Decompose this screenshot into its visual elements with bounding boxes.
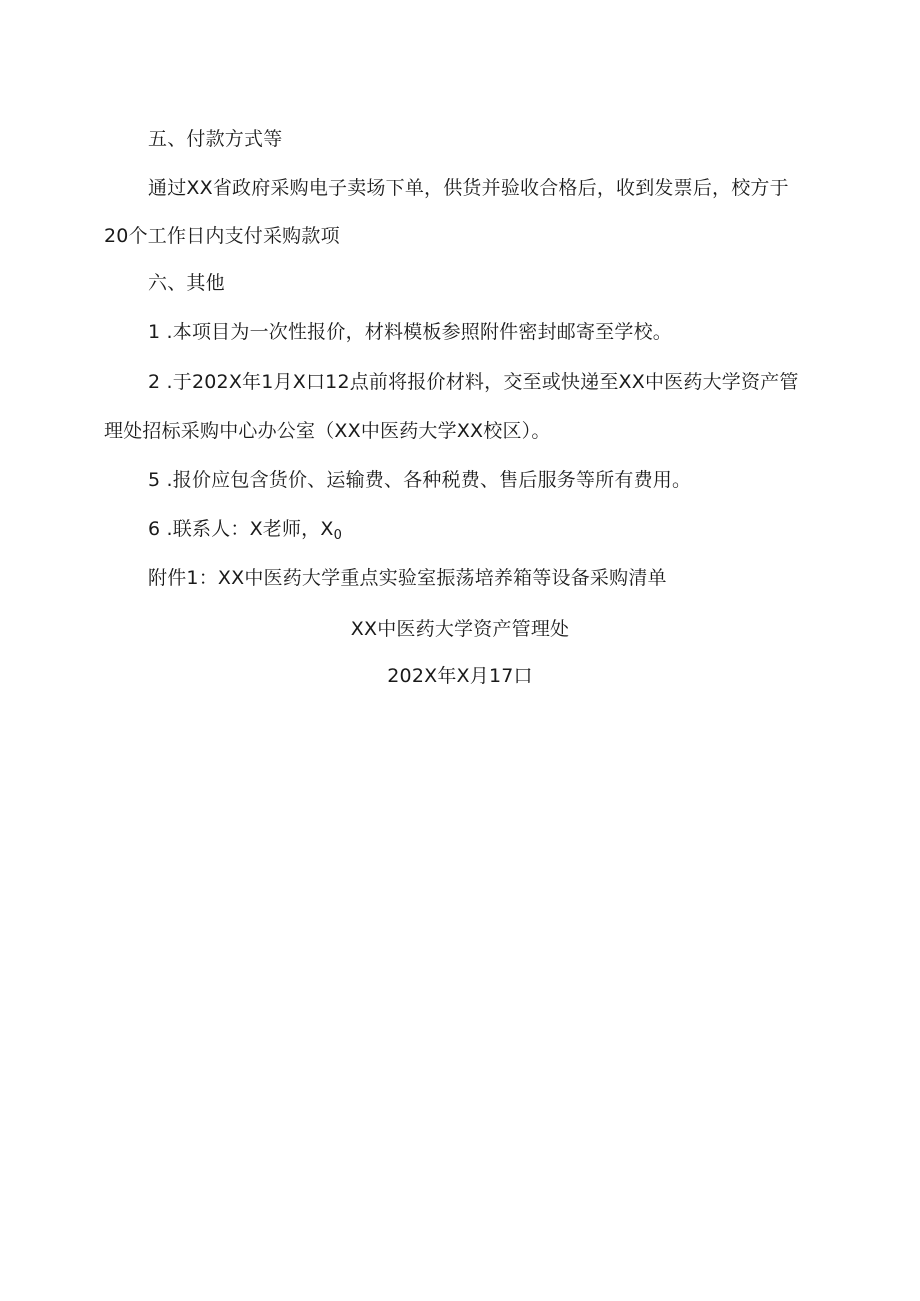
signature-org: XX中医药大学资产管理处 [350, 618, 570, 640]
section5-paragraph-line2: 20个工作日内支付采购款项 [104, 225, 340, 247]
item-6-text: 6 .联系人：X老师，X [148, 518, 334, 540]
item-1: 1 .本项目为一次性报价，材料模板参照附件密封邮寄至学校。 [148, 321, 672, 343]
attachment-line: 附件1：XX中医药大学重点实验室振荡培养箱等设备采购清单 [148, 567, 667, 589]
signature-date: 202X年X月17口 [387, 665, 533, 687]
item-2-line2: 理处招标采购中心办公室（XX中医药大学XX校区）。 [104, 420, 551, 442]
item-5: 5 .报价应包含货价、运输费、各种税费、售后服务等所有费用。 [148, 469, 692, 491]
section6-heading: 六、其他 [148, 272, 225, 294]
item-2-line1: 2 .于202X年1月X口12点前将报价材料，交至或快递至XX中医药大学资产管 [148, 371, 799, 393]
item-6-subscript: 0 [333, 528, 343, 543]
section5-heading: 五、付款方式等 [148, 128, 283, 150]
item-6 [148, 517, 342, 548]
section5-paragraph-line1: 通过XX省政府采购电子卖场下单，供货并验收合格后，收到发票后，校方于 [148, 177, 789, 199]
